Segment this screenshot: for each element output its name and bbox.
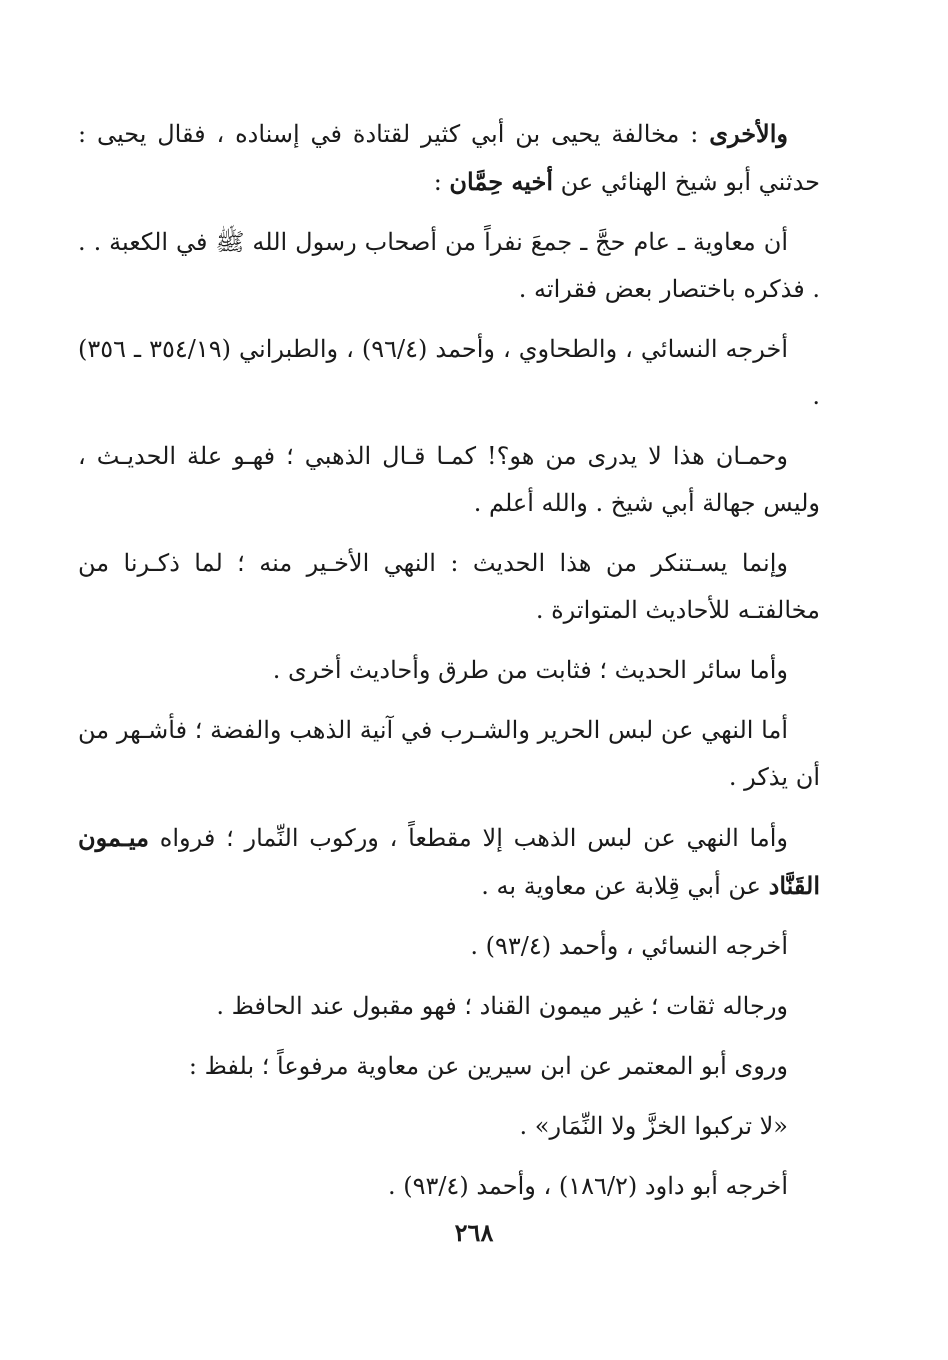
paragraph-10-text: ورجاله ثقات ؛ غير ميمون القناد ؛ فهو مقبول عند الحافظ . — [216, 992, 788, 1020]
paragraph-9-text: أخرجه النسائي ، وأحمد (٩٣/٤) . — [470, 932, 788, 960]
paragraph-7-text: أما النهي عن لبس الحرير والشـرب في آنية الذهب والفضة ؛ فأشـهر من أن يذكر . — [78, 716, 820, 791]
paragraph-10 — [78, 983, 820, 1030]
paragraph-12 — [78, 1103, 820, 1150]
paragraph-8-tail: عن أبي قِلابة عن معاوية به . — [481, 872, 769, 900]
paragraph-3-text: أخرجه النسائي ، والطحاوي ، وأحمد (٩٦/٤) ، والطبراني (٣٥٤/١٩ ـ ٣٥٦) . — [78, 335, 820, 410]
paragraph-2-text: أن معاوية ـ عام حجَّ ـ جمعَ نفراً من أصحاب رسول الله ﷺ في الكعبة . . . فذكره باختصار بعض فقراته . — [78, 228, 820, 303]
page-number: ٢٦٨ — [454, 1218, 494, 1247]
paragraph-1-tail: : — [433, 168, 450, 196]
paragraph-12-text: «لا تركبوا الخزَّ ولا النِّمَار» . — [519, 1112, 788, 1140]
paragraph-13-text: أخرجه أبو داود (١٨٦/٢) ، وأحمد (٩٣/٤) . — [387, 1172, 788, 1200]
paragraph-5 — [78, 540, 820, 634]
paragraph-1-text: : مخالفة يحيى بن أبي كثير لقتادة في إسناده ، فقال يحيى : حدثني أبو شيخ الهنائي عن — [78, 120, 820, 196]
paragraph-3 — [78, 326, 820, 420]
paragraph-8 — [78, 814, 820, 910]
paragraph-8-text: وأما النهي عن لبس الذهب إلا مقطعاً ، وركوب النِّمار ؛ فرواه — [149, 824, 788, 852]
paragraph-4-text: وحمـان هذا لا يدرى من هو؟! كمـا قـال الذهبي ؛ فهـو علة الحديـث ، وليس جهالة أبي شيخ . والله أعلم . — [78, 442, 820, 517]
paragraph-2 — [78, 219, 820, 313]
paragraph-1 — [78, 110, 820, 206]
paragraph-7 — [78, 707, 820, 801]
paragraph-6-text: وأما سائر الحديث ؛ فثابت من طرق وأحاديث أخرى . — [272, 656, 788, 684]
paragraph-11 — [78, 1043, 820, 1090]
page-body — [78, 110, 820, 1223]
paragraph-4 — [78, 433, 820, 527]
paragraph-13 — [78, 1163, 820, 1210]
paragraph-9 — [78, 923, 820, 970]
paragraph-5-text: وإنما يسـتنكر من هذا الحديث : النهي الأخـير منه ؛ لما ذكـرنا من مخالفتـه للأحاديث المتواترة . — [78, 549, 820, 624]
paragraph-6 — [78, 647, 820, 694]
paragraph-1-bold: أخيه حِمَّان — [449, 167, 554, 196]
paragraph-11-text: وروى أبو المعتمر عن ابن سيرين عن معاوية مرفوعاً ؛ بلفظ : — [188, 1052, 788, 1080]
paragraph-8-bold: ميـمون القَنَّاد — [78, 823, 820, 900]
paragraph-1-lead: والأخرى — [709, 119, 788, 148]
